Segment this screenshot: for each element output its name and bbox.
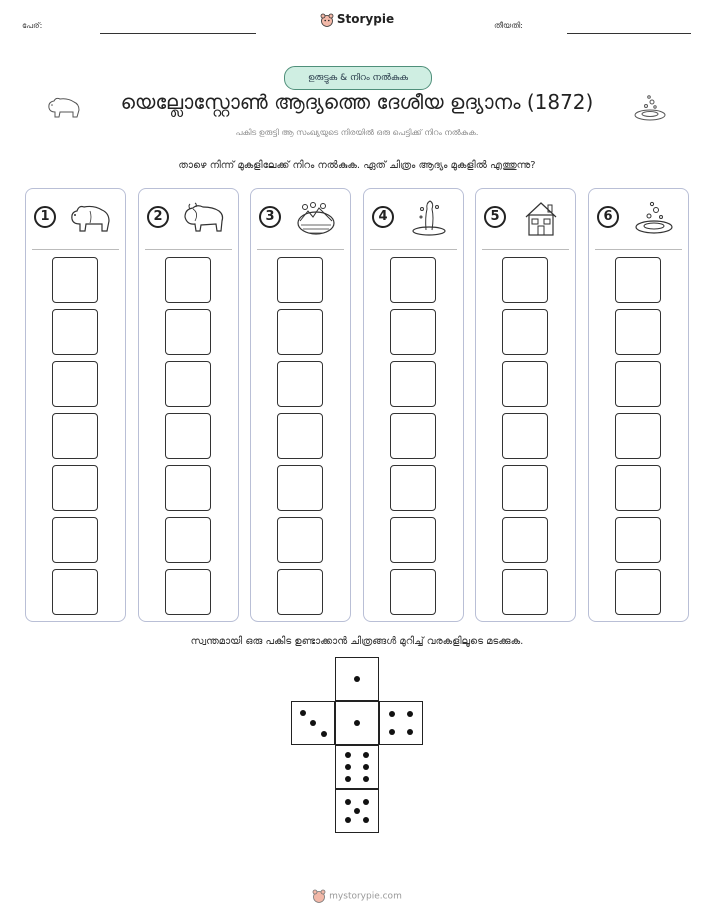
die-pip (363, 752, 369, 758)
column-divider (32, 249, 119, 250)
die-pip (354, 676, 360, 682)
color-box[interactable] (615, 413, 661, 459)
die-pip (389, 729, 395, 735)
die-pip (345, 764, 351, 770)
die-pip (300, 710, 306, 716)
house-icon (518, 199, 564, 237)
subtitle: പകിട ഉരുട്ടി ആ സംഖ്യയുടെ നിരയിൽ ഒരു പെട്ടിക്ക് നിറം നൽകുക. (235, 128, 479, 137)
color-box[interactable] (615, 309, 661, 355)
color-box[interactable] (165, 413, 211, 459)
die-pip (407, 711, 413, 717)
date-line[interactable] (567, 33, 691, 34)
color-box[interactable] (390, 361, 436, 407)
color-box[interactable] (52, 361, 98, 407)
color-box[interactable] (390, 517, 436, 563)
color-box[interactable] (277, 361, 323, 407)
color-box[interactable] (277, 257, 323, 303)
color-box[interactable] (390, 569, 436, 615)
bison-icon (181, 199, 227, 237)
column-2 (138, 188, 239, 622)
color-box[interactable] (390, 309, 436, 355)
color-box[interactable] (52, 517, 98, 563)
die-pip (389, 711, 395, 717)
die-pip (363, 817, 369, 823)
die-pip (345, 776, 351, 782)
column-number: 6 (597, 206, 619, 228)
die-pip (363, 764, 369, 770)
color-box[interactable] (502, 413, 548, 459)
die-face (379, 701, 423, 745)
color-box[interactable] (615, 361, 661, 407)
activity-badge: ഉരുട്ടുക & നിറം നൽകുക (284, 66, 432, 90)
brand-logo (0, 12, 714, 27)
color-box[interactable] (277, 569, 323, 615)
column-1 (25, 188, 126, 622)
color-box[interactable] (502, 361, 548, 407)
die-pip (345, 752, 351, 758)
storypie-mascot-icon (320, 13, 334, 27)
storypie-mascot-icon (312, 889, 326, 903)
footer-url[interactable]: mystorypie.com (329, 891, 402, 902)
color-box[interactable] (390, 257, 436, 303)
color-box[interactable] (52, 465, 98, 511)
column-3 (250, 188, 351, 622)
color-box[interactable] (615, 465, 661, 511)
die-pip (407, 729, 413, 735)
die-face (335, 701, 379, 745)
color-box[interactable] (502, 569, 548, 615)
column-number: 2 (147, 206, 169, 228)
name-label: പേര്: (22, 21, 43, 30)
name-line[interactable] (100, 33, 256, 34)
geyser-icon (406, 199, 452, 237)
color-box[interactable] (277, 517, 323, 563)
color-box[interactable] (52, 413, 98, 459)
column-5 (475, 188, 576, 622)
column-divider (595, 249, 682, 250)
column-divider (257, 249, 344, 250)
color-box[interactable] (277, 309, 323, 355)
instruction: താഴെ നിന്ന് മുകളിലേക്ക് നിറം നൽകുക. ഏത് ചിത്രം ആദ്യം മുകളിൽ എത്തുന്നു? (178, 160, 536, 171)
brand-name: Storypie (336, 12, 395, 26)
color-box[interactable] (615, 257, 661, 303)
die-pip (363, 799, 369, 805)
die-pip (345, 799, 351, 805)
color-box[interactable] (165, 465, 211, 511)
color-box[interactable] (502, 517, 548, 563)
fold-instruction: സ്വന്തമായി ഒരു പകിട ഉണ്ടാക്കാൻ ചിത്രങ്ങൾ മുറിച്ച് വരകളിലൂടെ മടക്കുക. (190, 636, 524, 647)
hot-spring-icon (631, 199, 677, 237)
color-box[interactable] (502, 257, 548, 303)
color-box[interactable] (165, 257, 211, 303)
column-number: 5 (484, 206, 506, 228)
color-box[interactable] (52, 569, 98, 615)
column-4 (363, 188, 464, 622)
color-box[interactable] (165, 309, 211, 355)
landscape-icon (293, 199, 339, 237)
date-label: തീയതി: (494, 21, 523, 30)
column-number: 1 (34, 206, 56, 228)
column-6 (588, 188, 689, 622)
die-pip (363, 776, 369, 782)
color-box[interactable] (615, 569, 661, 615)
column-number: 4 (372, 206, 394, 228)
color-box[interactable] (615, 517, 661, 563)
color-box[interactable] (502, 309, 548, 355)
color-box[interactable] (165, 361, 211, 407)
footer (0, 889, 714, 903)
color-box[interactable] (277, 465, 323, 511)
color-box[interactable] (390, 465, 436, 511)
color-box[interactable] (390, 413, 436, 459)
die-face (335, 789, 379, 833)
die-face (335, 657, 379, 701)
bear-icon (68, 199, 114, 237)
column-divider (482, 249, 569, 250)
column-divider (370, 249, 457, 250)
die-face (335, 745, 379, 789)
die-pip (354, 720, 360, 726)
color-box[interactable] (165, 569, 211, 615)
color-box[interactable] (502, 465, 548, 511)
color-box[interactable] (52, 257, 98, 303)
die-pip (321, 731, 327, 737)
die-pip (310, 720, 316, 726)
color-box[interactable] (52, 309, 98, 355)
die-pip (345, 817, 351, 823)
column-divider (145, 249, 232, 250)
hot-spring-icon (632, 94, 668, 122)
die-face (291, 701, 335, 745)
color-box[interactable] (165, 517, 211, 563)
column-number: 3 (259, 206, 281, 228)
page-title: യെല്ലോസ്റ്റോൺ ആദ്യത്തെ ദേശീയ ഉദ്യാനം (1872) (120, 90, 594, 114)
die-pip (354, 808, 360, 814)
color-box[interactable] (277, 413, 323, 459)
